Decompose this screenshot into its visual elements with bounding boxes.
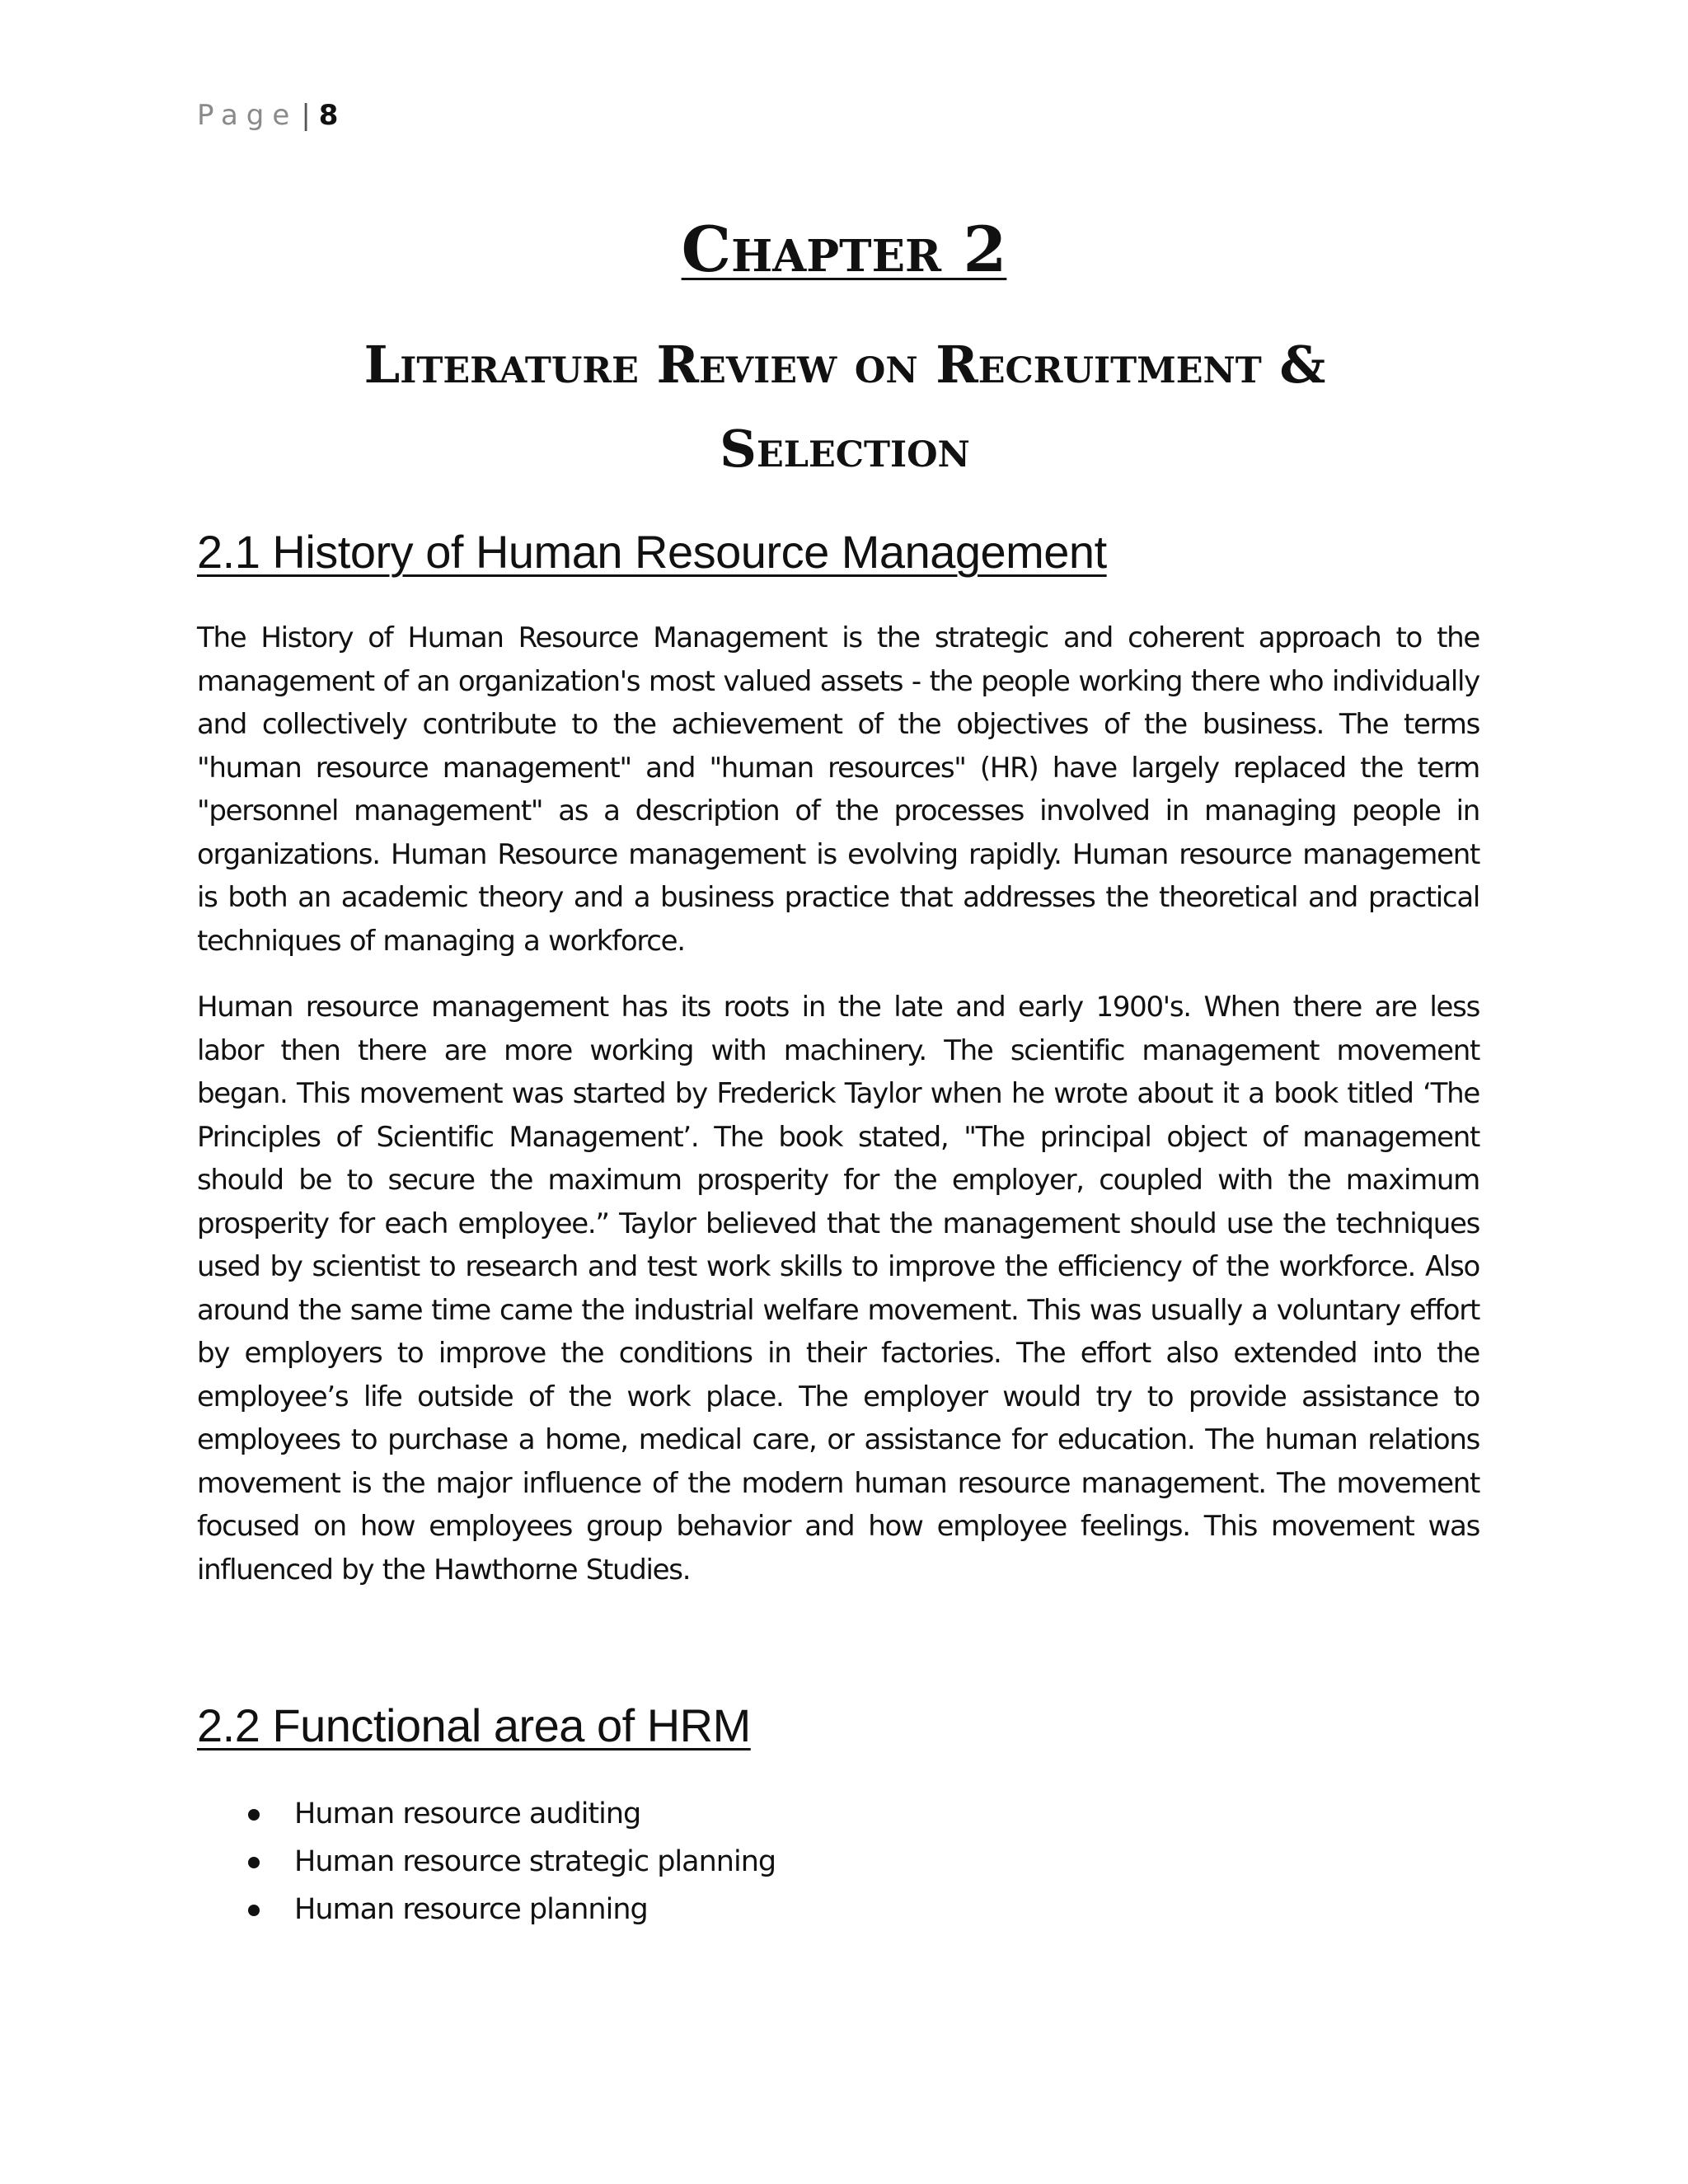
list-item-text: Human resource auditing [294,1797,641,1830]
page-header [197,99,338,132]
paragraph-history-2: Human resource management has its roots in the late and early 1900's. When there are less labor then there are more working with machinery. The scientific management movement began. This movement was started by Frederick Taylor when he wrote about it a book titled ‘The Principles of Scientific Management’. The book stated, "The principal object of management should be to secure the maximum prosperity for the employer, coupled with the maximum prosperity for each employee.” Taylor believed that the management should use the techniques used by scientist to research and test work skills to improve the efficiency of the workforce. Also around the same time came the industrial welfare movement. This was usually a voluntary effort by employers to improve the conditions in their factories. The effort also extended into the employee’s life outside of the work place. The employer would try to provide assistance to employees to purchase a home, medical care, or assistance for education. The human relations movement is the major influence of the modern human resource management. The movement focused on how employees group behavior and how employee feelings. This movement was influenced by the Hawthorne Studies. [197,991,1479,1586]
paragraph-history-1: The History of Human Resource Management is the strategic and coherent approach to the management of an organization's most valued assets - the people working there who individually and collectively contribute to the achievement of the objectives of the business. The terms "human resource management" and "human resources" (HR) have largely replaced the term "personnel management" as a description of the processes involved in managing people in organizations. Human Resource management is evolving rapidly. Human resource management is both an academic theory and a business practice that addresses the theoretical and practical techniques of managing a workforce. [197,621,1479,958]
bullet-icon [248,1857,260,1868]
list-item-text: Human resource strategic planning [294,1845,776,1878]
functional-area-list [197,1790,776,1933]
list-item [197,1790,776,1838]
page-number: 8 [318,99,339,132]
list-item [197,1886,776,1933]
chapter-title: Chapter 2 [681,213,1007,286]
bullet-icon [248,1809,260,1821]
list-item [197,1838,776,1886]
list-item-text: Human resource planning [294,1893,648,1926]
bullet-icon [248,1905,260,1916]
section-heading-functional-area: 2.2 Functional area of HRM [197,1699,751,1751]
chapter-subtitle: Literature Review on Recruitment & Selection [363,335,1326,479]
section-heading-history: 2.1 History of Human Resource Management [197,526,1107,578]
page-label: Page [197,99,298,132]
page-separator: | [301,99,311,132]
